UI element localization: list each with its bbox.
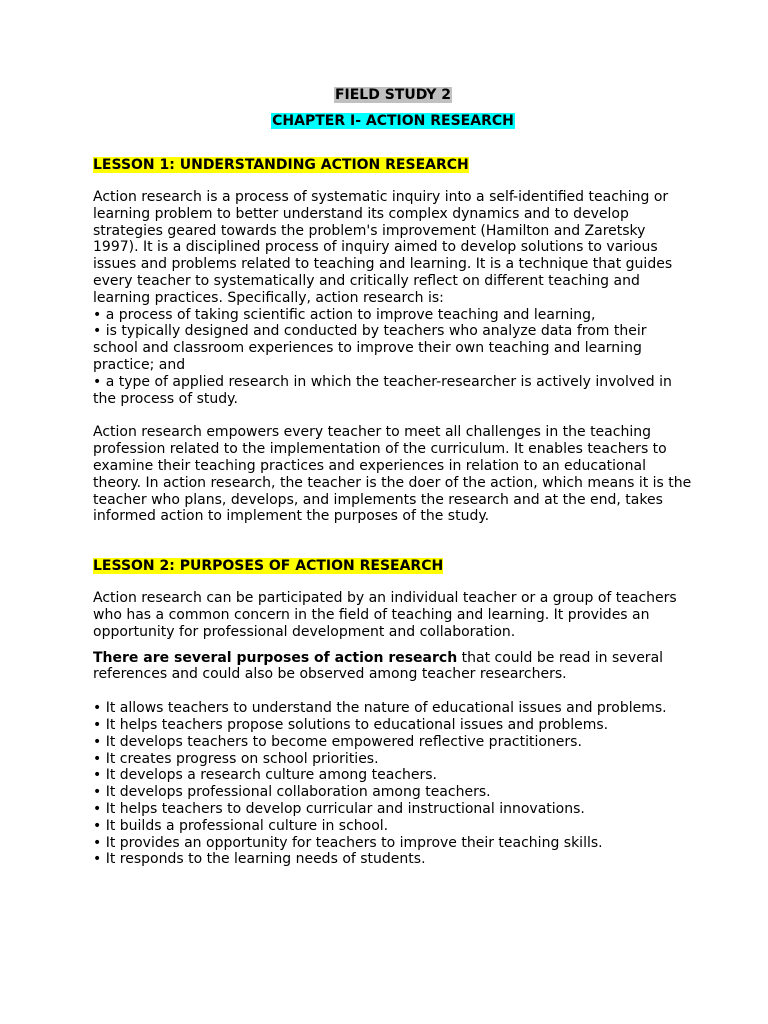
lesson1-bullet: • a type of applied research in which the teacher-researcher is actively involved in the process of study. <box>93 373 672 407</box>
lesson2-heading-line <box>93 557 693 575</box>
lesson2-bullet: • It helps teachers to develop curricular and instructional innovations. <box>93 800 585 817</box>
lesson2-bullet: • It provides an opportunity for teachers to improve their teaching skills. <box>93 834 603 851</box>
lesson2-bullet: • It develops teachers to become empowered reflective practitioners. <box>93 733 582 750</box>
lesson1-heading: LESSON 1: UNDERSTANDING ACTION RESEARCH <box>93 157 469 173</box>
lesson1-bullet: • is typically designed and conducted by teachers who analyze data from their school and classroom experiences to improve their own teaching and learning practice; and <box>93 323 647 373</box>
lesson2-bullet: • It develops a research culture among teachers. <box>93 767 437 784</box>
lesson1-paragraph2: Action research empowers every teacher to meet all challenges in the teaching profession related to the implementation of the curriculum. It enables teachers to examine their teaching practices and experiences in relation to an educational theory. In action research, the teacher is the doer of the action, which means it is the teacher who plans, develops, and implements the research and at the end, takes informed action to implement the purposes of the study. <box>93 424 692 525</box>
chapter-title: CHAPTER I- ACTION RESEARCH <box>272 113 514 129</box>
lesson2-purposes-intro <box>93 650 693 684</box>
course-title-line <box>93 86 693 104</box>
purposes-bold-text: There are several purposes of action research <box>93 649 458 666</box>
lesson2-bullet: • It responds to the learning needs of students. <box>93 851 426 868</box>
lesson1-bullet: • a process of taking scientific action to improve teaching and learning, <box>93 306 596 323</box>
purposes-rest-text: that could be read in several references and could also be observed among teacher researchers. <box>93 649 664 683</box>
lesson2-bullet: • It helps teachers propose solutions to educational issues and problems. <box>93 716 609 733</box>
chapter-title-line <box>93 112 693 130</box>
lesson1-heading-line <box>93 156 693 174</box>
lesson2-bullet: • It builds a professional culture in school. <box>93 817 389 834</box>
course-title: FIELD STUDY 2 <box>334 87 452 103</box>
lesson1-intro: Action research is a process of systematic inquiry into a self-identified teaching or learning problem to better understand its complex dynamics and to develop strategies geared towards the problem's improvement (Hamilton and Zaretsky 1997). It is a disciplined process of inquiry aimed to develop solutions to various issues and problems related to teaching and learning. It is a technique that guides every teacher to systematically and critically reflect on different teaching and learning practices. Specifically, action research is: <box>93 189 673 306</box>
lesson2-intro: Action research can be participated by an individual teacher or a group of teachers who has a common concern in the field of teaching and learning. It provides an opportunity for professional development and collaboration. <box>93 590 677 640</box>
lesson2-bullet-list <box>93 700 693 868</box>
lesson2-bullet: • It allows teachers to understand the nature of educational issues and problems. <box>93 700 667 717</box>
lesson2-bullet: • It develops professional collaboration among teachers. <box>93 784 491 801</box>
lesson2-bullet: • It creates progress on school priorities. <box>93 750 379 767</box>
lesson2-heading: LESSON 2: PURPOSES OF ACTION RESEARCH <box>93 558 444 575</box>
document-page <box>93 86 693 868</box>
